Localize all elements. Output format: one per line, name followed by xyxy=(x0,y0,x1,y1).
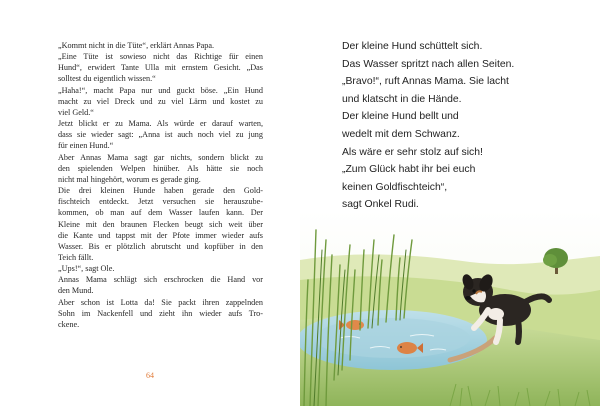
text-line: viel Geld.“ xyxy=(58,107,94,117)
text-line: den Mund. xyxy=(58,286,94,296)
text-line: Die drei kleinen Hunde haben gerade den Gold- xyxy=(58,186,263,196)
text-line: „Ups!“, sagt Ole. xyxy=(58,264,115,274)
text-line: den spielenden Welpen hinüber. Als hätte sie noch xyxy=(58,163,263,173)
text-line: „Kommt nicht in die Tüte“, erklärt Annas Papa. xyxy=(58,41,215,50)
text-line: Der kleine Hund bellt und xyxy=(342,111,459,123)
text-line: „Bravo!“, ruft Annas Mama. Sie lacht xyxy=(342,76,509,88)
text-line: Kleine mit den braunen Flecken beugt sich weit über xyxy=(58,219,263,229)
text-line: Aber Annas Mama sagt gar nichts, sondern blickt zu xyxy=(58,152,263,162)
text-line: keinen Goldfischteich“, xyxy=(342,181,448,193)
text-line: solltest du eigentlich wissen.“ xyxy=(58,74,156,84)
text-line: Als wäre er sehr stolz auf sich! xyxy=(342,146,483,158)
text-line: die Kante und tappst mit der Pfote immer wieder aufs xyxy=(58,230,263,240)
text-line: Sohn im Nackenfell und zieht ihn wieder aufs Tro- xyxy=(58,308,263,318)
text-line: „Zum Glück habt ihr bei euch xyxy=(342,164,476,176)
text-line: dass sie wieder sagt: „Anna ist auch noch viel zu jung xyxy=(58,130,263,140)
text-line: „Eine Tüte ist sowieso nicht das Richtige für einen xyxy=(58,52,263,62)
text-line: ckene. xyxy=(58,319,80,329)
text-line: Hund“, erwidert Tante Ulla mit ernstem Gesicht. „Das xyxy=(58,63,263,73)
page-number: 64 xyxy=(146,371,154,380)
text-line: für einen Hund.“ xyxy=(58,141,114,151)
right-page-text xyxy=(342,38,572,214)
text-line: Der kleine Hund schüttelt sich. xyxy=(342,41,483,52)
left-page-text xyxy=(58,40,263,330)
text-line: Jetzt blickt er zu Mama. Als würde er darauf warten, xyxy=(58,119,263,129)
text-line: Wasser. Bis er plötzlich abrutscht und kopfüber in den xyxy=(58,241,263,251)
text-line: Das Wasser spritzt nach allen Seiten. xyxy=(342,58,515,70)
text-line: Annas Mama schlägt sich erschrocken die Hand vor xyxy=(58,275,263,285)
text-line: Teich fällt. xyxy=(58,252,94,262)
text-line: kommen, ob man auf dem Wasser laufen kann. Der xyxy=(58,208,263,218)
text-line: nicht mal hingehört, worum es gerade ging. xyxy=(58,174,201,184)
text-line: Aber schon ist Lotta da! Sie packt ihren zappelnden xyxy=(58,297,263,307)
puppy-pond-illustration xyxy=(300,210,600,406)
text-line: fischteich entdeckt. Jetzt versuchen sie herauszube- xyxy=(58,197,263,207)
text-line: wedelt mit dem Schwanz. xyxy=(342,128,460,140)
text-line: „Haha!“, macht Papa nur und guckt böse. „Ein Hund xyxy=(58,85,263,95)
text-line: sagt Onkel Rudi. xyxy=(342,199,419,211)
text-line: macht zu viel Dreck und zu viel Lärm und kostet zu xyxy=(58,96,263,106)
text-line: und klatscht in die Hände. xyxy=(342,93,462,105)
